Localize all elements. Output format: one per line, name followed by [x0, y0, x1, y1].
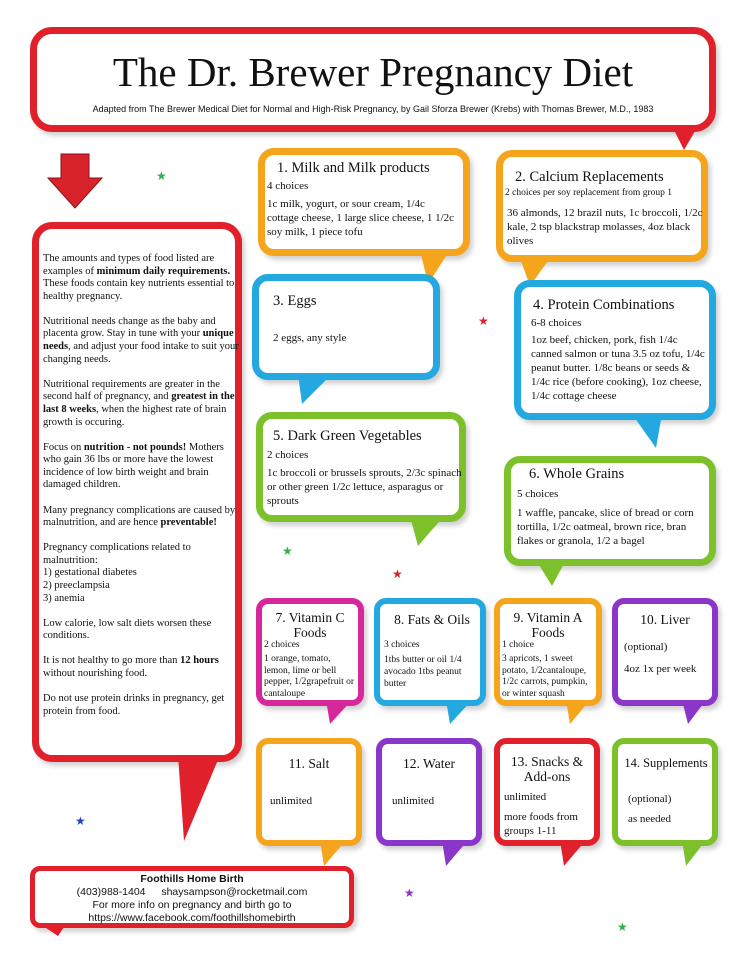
group-11-bubble	[256, 738, 362, 846]
group-6-bubble	[504, 456, 716, 566]
page-subtitle: Adapted from The Brewer Medical Diet for Normal and High-Risk Pregnancy, by Gail Sforza Brewer (Krebs) with Thomas Brewer, M.D., 1983	[92, 104, 654, 114]
group-10-bubble	[612, 598, 718, 706]
info-paragraph: The amounts and types of food listed are examples of minimum daily requirements. These foods contain key nutrients essential to healthy pregnancy.	[43, 253, 235, 302]
group-title: 12. Water	[403, 756, 455, 771]
group-8-bubble	[374, 598, 486, 706]
group-5-bubble	[256, 412, 466, 522]
footer-name: Foothills Home Birth	[140, 873, 244, 885]
info-paragraph: Nutritional needs change as the baby and placenta grow. Stay in tune with your unique needs, and adjust your food intake to suit your changing needs.	[43, 315, 239, 365]
group-foods: 3 apricots, 1 sweet potato, 1/2cantaloupe, 1/2c carrots, pumpkin, or winter squash	[502, 654, 588, 699]
group-14-bubble	[612, 738, 718, 846]
info-paragraph: Many pregnancy complications are caused by malnutrition, and are hence preventable!	[43, 504, 236, 529]
group-3-bubble	[252, 274, 440, 380]
group-choices: 1 choice	[502, 640, 534, 650]
group-choices: unlimited	[504, 791, 547, 803]
group-foods: 1c broccoli or brussels sprouts, 2/3c spinach or other green 1/2c lettuce, asparagus or sprouts	[267, 467, 462, 507]
info-paragraph: Do not use protein drinks in pregnancy, get protein from food.	[43, 693, 225, 717]
group-title: 13. Snacks & Add-ons	[510, 754, 584, 784]
bubble-tail	[446, 700, 472, 724]
footer-phone: (403)988-1404	[76, 886, 146, 898]
group-choices: 6-8 choices	[531, 317, 582, 329]
info-panel-tail	[178, 755, 220, 841]
complication-item: 2) preeclampsia	[43, 579, 110, 591]
info-paragraph: Nutritional requirements are greater in the second half of pregnancy, and greatest in the last 8 weeks, when the highest rate of brain growth is occuring.	[43, 378, 235, 428]
group-title: 14. Supplements	[624, 756, 708, 770]
group-title: 4. Protein Combinations	[533, 297, 675, 313]
bubble-tail	[298, 374, 332, 404]
group-title: 1. Milk and Milk products	[277, 160, 430, 176]
group-foods: 1 waffle, pancake, slice of bread or corn tortilla, 1/2c oatmeal, brown rice, bran flakes or granola, 1/2 a bagel	[517, 507, 694, 547]
group-choices: 2 choices	[267, 449, 309, 461]
group-choices: 2 choices	[264, 640, 300, 650]
star-icon: ★	[478, 314, 489, 328]
info-panel	[32, 222, 242, 762]
group-title: 6. Whole Grains	[529, 466, 625, 482]
bubble-tail	[326, 700, 352, 724]
group-foods: 36 almonds, 12 brazil nuts, 1c broccoli, 1/2c kale, 2 tsp blackstrap molasses, 4oz black olives	[507, 207, 703, 247]
star-icon: ★	[392, 567, 403, 581]
group-foods: 1c milk, yogurt, or sour cream, 1/4c cottage cheese, 1 large slice cheese, 1 1/2c soy milk, 1 piece tofu	[267, 198, 455, 238]
group-foods: as needed	[628, 813, 672, 825]
bubble-tail	[682, 840, 706, 866]
star-icon: ★	[156, 169, 167, 183]
footer-url-link[interactable]: https://www.facebook.com/foothillshomebirth	[88, 912, 296, 924]
group-choices: (optional)	[624, 641, 668, 653]
info-paragraph: Pregnancy complications related to malnutrition:	[43, 542, 191, 566]
group-1-bubble	[258, 148, 470, 256]
group-title: 8. Fats & Oils	[394, 612, 470, 627]
group-7-bubble	[256, 598, 364, 706]
star-icon: ★	[282, 544, 293, 558]
footer-contact	[30, 866, 354, 928]
group-choices: 4 choices	[267, 180, 309, 192]
group-title: 11. Salt	[288, 756, 330, 771]
group-choices: 3 choices	[384, 640, 420, 650]
group-title: 7. Vitamin C Foods	[275, 610, 345, 640]
group-title: 9. Vitamin A Foods	[513, 610, 583, 640]
group-foods: 1 orange, tomato, lemon, lime or bell pepper, 1/2grapefruit or cantaloupe	[264, 654, 355, 699]
group-choices: 5 choices	[517, 488, 559, 500]
bubble-tail	[536, 560, 566, 586]
star-icon: ★	[75, 814, 86, 828]
page-title: The Dr. Brewer Pregnancy Diet	[112, 49, 634, 95]
complication-item: 1) gestational diabetes	[43, 567, 137, 579]
bubble-tail	[410, 516, 444, 546]
group-foods: 4oz 1x per week	[624, 663, 697, 675]
group-foods: 2 eggs, any style	[273, 332, 347, 344]
group-foods: 1tbs butter or oil 1/4 avocado 1tbs peanut butter	[384, 655, 462, 689]
footer-email[interactable]: shaysampson@rocketmail.com	[161, 886, 308, 898]
header-tail	[672, 126, 698, 150]
group-foods: unlimited	[392, 795, 435, 807]
group-13-bubble	[494, 738, 600, 846]
group-choices: (optional)	[628, 793, 672, 805]
info-paragraph: It is not healthy to go more than 12 hours without nourishing food.	[43, 655, 219, 679]
star-icon: ★	[404, 886, 415, 900]
group-choices: 2 choices per soy replacement from group 1	[505, 188, 672, 198]
group-title: 10. Liver	[640, 612, 690, 627]
bubble-tail	[566, 700, 590, 724]
info-paragraph: Focus on nutrition - not pounds! Mothers who gain 36 lbs or more have the lowest incidence of low birth weight and brain damaged children.	[43, 441, 224, 491]
star-icon: ★	[617, 920, 628, 934]
header-bubble	[30, 27, 716, 132]
group-title: 3. Eggs	[273, 293, 317, 309]
bubble-tail	[632, 414, 662, 448]
group-9-bubble	[494, 598, 602, 706]
group-4-bubble	[514, 280, 716, 420]
bubble-tail	[442, 840, 468, 866]
down-arrow-icon	[46, 152, 104, 210]
footer-tail	[40, 924, 66, 936]
footer-info: For more info on pregnancy and birth go to	[92, 899, 292, 911]
group-foods: 1oz beef, chicken, pork, fish 1/4c canned salmon or tuna 3.5 oz tofu, 1/4c peanut butter. 1/8c beans or seeds & 1/4c rice (before cooking), 1oz cheese, 1/4c cottage cheese	[531, 334, 705, 402]
group-foods: more foods from groups 1-11	[504, 811, 578, 837]
bubble-tail	[682, 700, 706, 724]
bubble-tail	[560, 840, 586, 866]
group-title: 2. Calcium Replacements	[515, 169, 664, 185]
complication-item: 3) anemia	[43, 592, 85, 604]
group-12-bubble	[376, 738, 482, 846]
group-title: 5. Dark Green Vegetables	[273, 428, 422, 444]
group-2-bubble	[496, 150, 708, 262]
info-paragraph: Low calorie, low salt diets worsen these conditions.	[43, 617, 212, 642]
group-foods: unlimited	[270, 795, 313, 807]
bubble-tail	[320, 840, 346, 866]
